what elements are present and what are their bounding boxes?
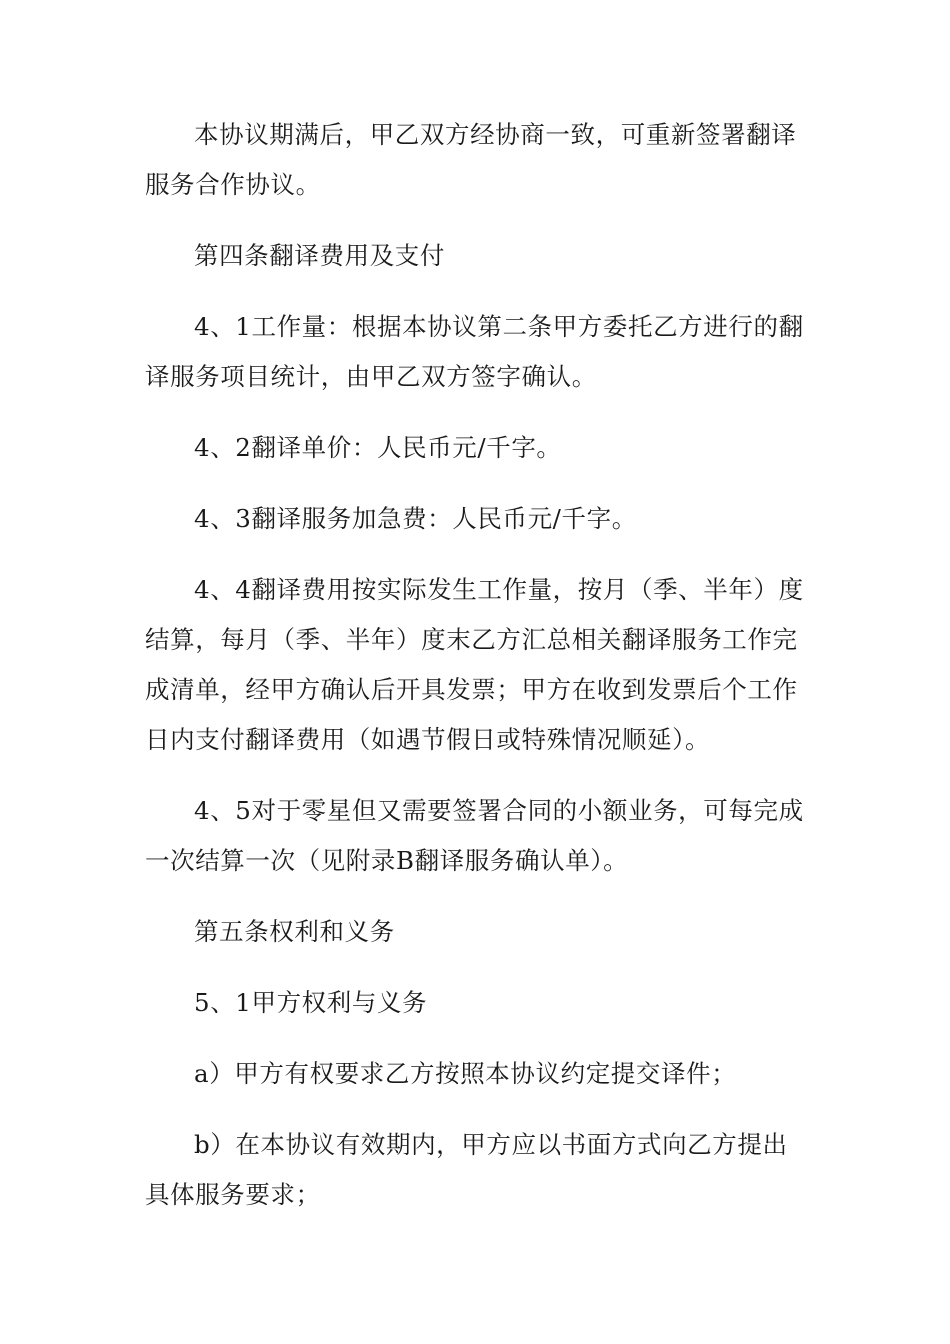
clause-4-2: 4、2翻译单价：人民币元/千字。 bbox=[194, 433, 562, 462]
clause-5-1: 5、1甲方权利与义务 bbox=[194, 988, 428, 1017]
clause-4-1: 4、1工作量：根据本协议第二条甲方委托乙方进行的翻译服务项目统计，由甲乙双方签字确认。 bbox=[145, 312, 804, 391]
section-heading-article-4: 第四条翻译费用及支付 bbox=[194, 241, 445, 270]
clause-4-5: 4、5对于零星但又需要签署合同的小额业务，可每完成一次结算一次（见附录B翻译服务确认单）。 bbox=[145, 796, 804, 875]
clause-4-3: 4、3翻译服务加急费：人民币元/千字。 bbox=[194, 504, 637, 533]
clause-5-1-b: b）在本协议有效期内，甲方应以书面方式向乙方提出具体服务要求； bbox=[145, 1130, 788, 1209]
clause-4-4: 4、4翻译费用按实际发生工作量，按月（季、半年）度结算，每月（季、半年）度末乙方汇总相关翻译服务工作完成清单，经甲方确认后开具发票；甲方在收到发票后个工作日内支付翻译费用（如遇节假日或特殊情况顺延）。 bbox=[145, 575, 804, 754]
clause-5-1-a: a）甲方有权要求乙方按照本协议约定提交译件； bbox=[194, 1059, 737, 1088]
document-body bbox=[145, 110, 810, 1241]
section-heading-article-5: 第五条权利和义务 bbox=[194, 917, 395, 946]
paragraph-renewal: 本协议期满后，甲乙双方经协商一致，可重新签署翻译服务合作协议。 bbox=[145, 120, 797, 199]
